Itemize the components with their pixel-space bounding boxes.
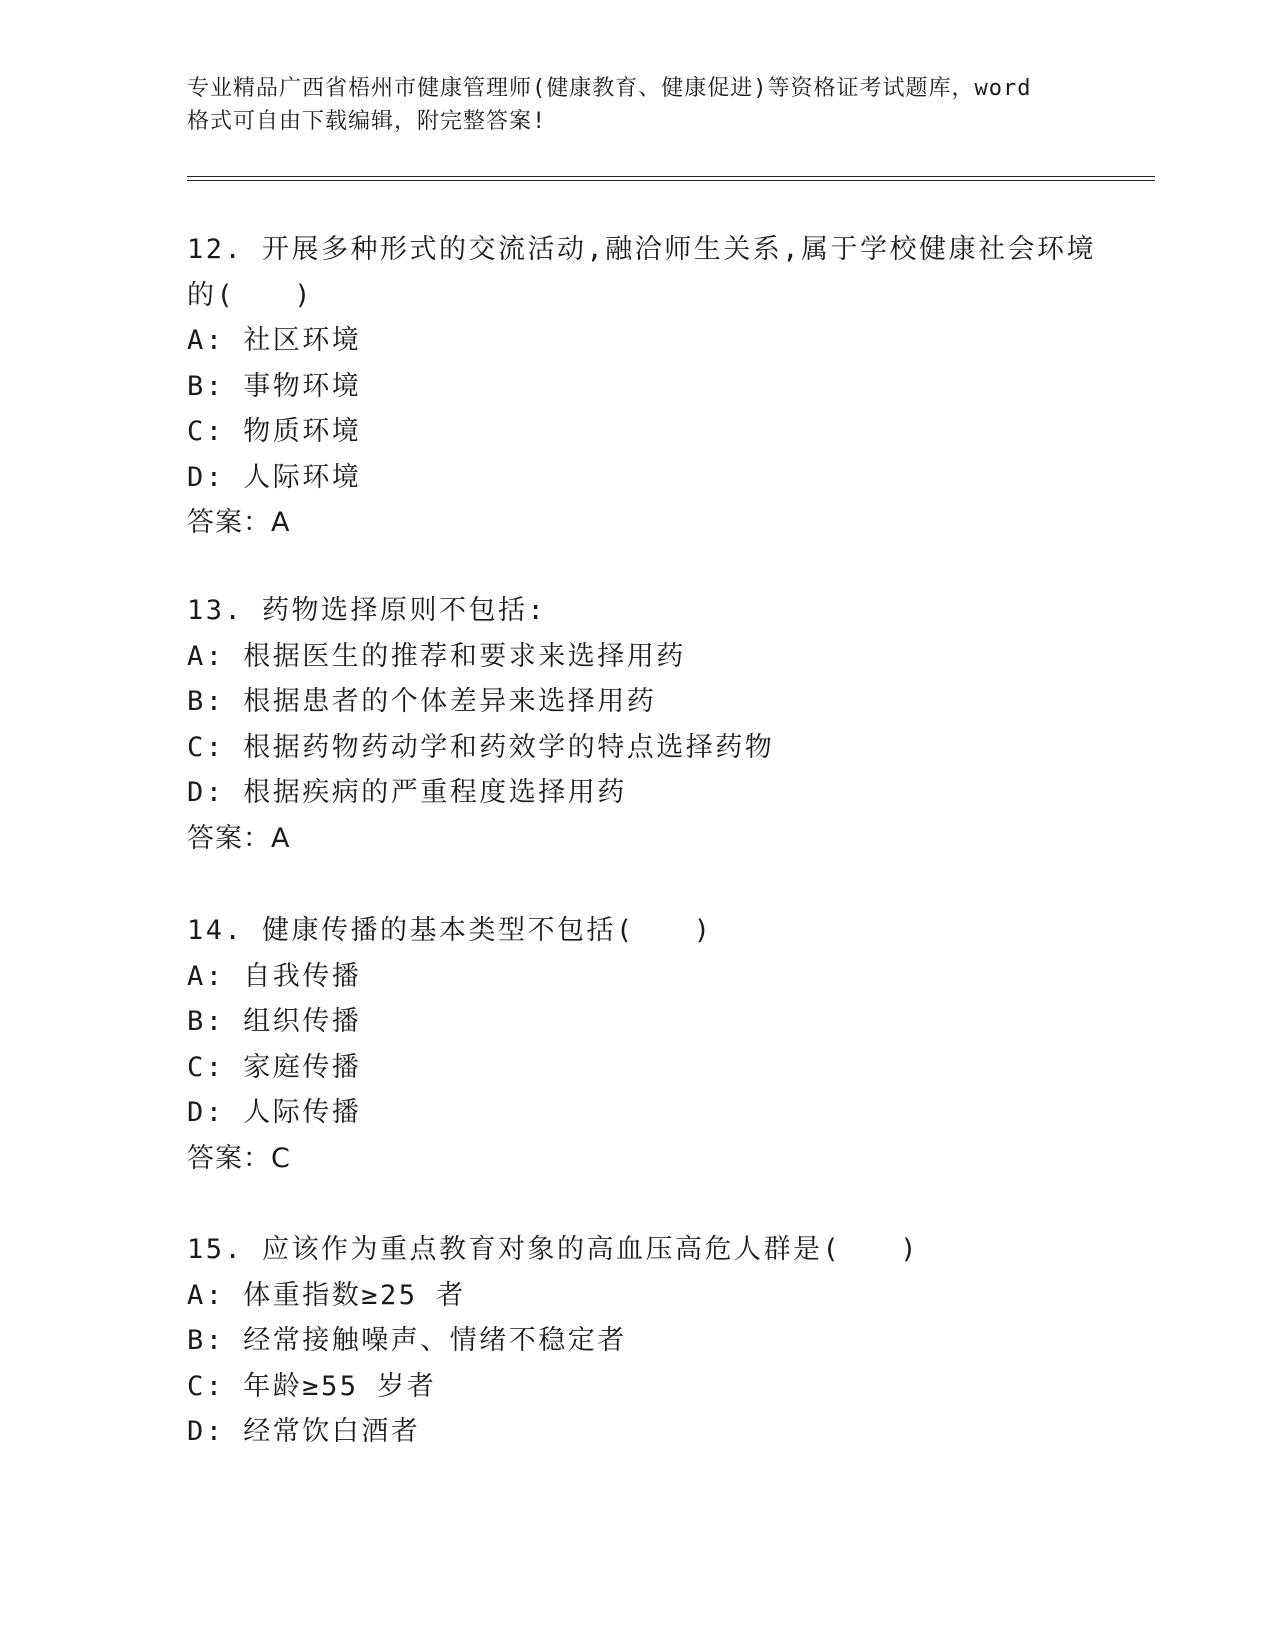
option-letter: D: [187,461,225,493]
option-letter: B: [187,686,225,717]
option-text: 根据医生的推荐和要求来选择用药 [243,640,686,672]
option-a [187,318,1087,364]
option-a [187,954,1087,1000]
question-15 [187,1227,1087,1455]
option-text: 人际环境 [243,461,362,493]
header-line-1: 专业精品广西省梧州市健康管理师(健康教育、健康促进)等资格证考试题库，word [187,76,1032,101]
question-stem: 13. 药物选择原则不包括: [187,595,547,626]
option-a [187,634,1087,680]
option-c [187,1045,1087,1091]
option-letter: C: [187,1370,225,1402]
question-12 [187,227,1097,546]
question-14 [187,908,1087,1181]
option-text: 人际传播 [243,1097,362,1128]
option-text: 事物环境 [243,370,362,402]
option-letter: B: [187,1006,225,1037]
option-text: 经常接触噪声、情绪不稳定者 [243,1325,627,1356]
option-letter: C: [187,416,225,447]
option-b [187,364,1087,410]
answer-label: 答案：C [187,1142,291,1174]
option-letter: A: [187,960,225,992]
option-d [187,770,1087,816]
option-text: 家庭传播 [243,1051,362,1083]
option-text: 自我传播 [243,960,362,992]
option-text: 体重指数≥25 者 [243,1279,466,1311]
option-text: 社区环境 [243,325,362,356]
header-divider [187,176,1155,181]
answer-label: 答案：A [187,822,291,854]
answer-label: 答案：A [187,507,291,538]
option-d [187,1090,1087,1136]
option-letter: D: [187,1097,225,1128]
question-stem-continued: 的( ) [187,279,314,311]
option-text: 组织传播 [243,1006,362,1037]
option-letter: B: [187,1325,225,1356]
question-stem: 14. 健康传播的基本类型不包括( ) [187,915,713,946]
option-d [187,1409,1087,1455]
header-line-2: 格式可自由下载编辑，附完整答案! [187,109,547,134]
option-letter: D: [187,777,225,808]
option-text: 物质环境 [243,416,362,447]
option-a [187,1273,1087,1319]
question-13 [187,588,1087,861]
option-letter: A: [187,640,225,672]
option-b [187,1318,1087,1364]
question-stem: 12. 开展多种形式的交流活动,融洽师生关系,属于学校健康社会环境 [187,234,1097,265]
option-text: 根据疾病的严重程度选择用药 [243,777,627,808]
option-b [187,999,1087,1045]
option-b [187,679,1087,725]
option-text: 经常饮白酒者 [243,1416,421,1447]
option-c [187,1364,1087,1410]
option-d [187,455,1087,501]
document-header [187,72,1107,138]
option-letter: B: [187,370,225,402]
option-text: 根据患者的个体差异来选择用药 [243,686,657,717]
option-letter: C: [187,731,225,763]
option-letter: A: [187,1279,225,1311]
option-c [187,725,1087,771]
question-stem: 15. 应该作为重点教育对象的高血压高危人群是( ) [187,1234,920,1265]
option-letter: D: [187,1416,225,1447]
option-text: 年龄≥55 岁者 [243,1370,437,1402]
option-letter: A: [187,325,225,356]
option-c [187,409,1087,455]
option-text: 根据药物药动学和药效学的特点选择药物 [243,731,775,763]
option-letter: C: [187,1051,225,1083]
